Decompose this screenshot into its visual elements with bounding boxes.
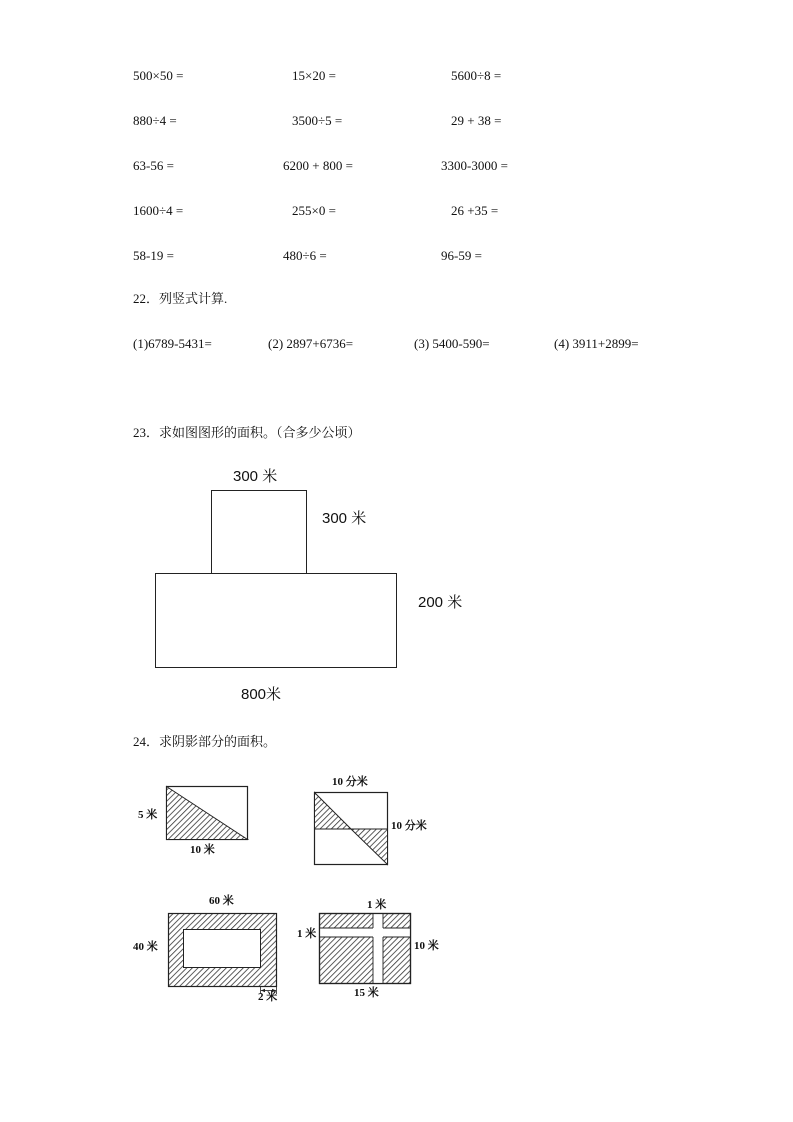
fig3-height-label: 40 米 [133,941,158,953]
problem: 880÷4 = [133,113,177,128]
problem: 29 + 38 = [451,113,502,128]
shaded-triangle-left [315,793,352,830]
fig2-width-label: 10 分米 [332,776,368,788]
inner-rectangle [184,930,261,968]
bottom-rectangle [156,574,397,668]
shaded-triangle [167,787,248,840]
fig4-width-label: 15 米 [354,987,379,999]
fig2-height-label: 10 分米 [391,820,427,832]
problem: 6200 + 800 = [283,158,353,173]
question-24-title: 24．求阴影部分的面积。 [133,734,277,749]
top-width-label: 300 米 [233,468,278,485]
fig4-height-label: 10 米 [414,940,439,952]
fig3-width-label: 60 米 [209,895,234,907]
fig4-road-top-label: 1 米 [367,899,387,911]
problem: 255×0 = [292,203,336,218]
problem: 1600÷4 = [133,203,184,218]
vertical-calc-item: (1)6789-5431= [133,336,212,351]
bottom-width-label: 800米 [241,686,282,703]
shaded-triangle-right [351,829,388,865]
fig1-width-label: 10 米 [190,844,215,856]
problem: 15×20 = [292,68,336,83]
problem: 500×50 = [133,68,184,83]
shaded-triangle-figure [167,787,248,840]
problem: 58-19 = [133,248,174,263]
top-height-label: 300 米 [322,510,367,527]
problem: 5600÷8 = [451,68,502,83]
vertical-calc-item: (3) 5400-590= [414,336,490,351]
fig1-height-label: 5 米 [138,809,158,821]
question-23-title: 23．求如图图形的面积。（合多少公顷） [133,425,361,440]
problem: 26 +35 = [451,203,499,218]
problem: 96-59 = [441,248,482,263]
top-square [212,491,307,574]
horizontal-road [320,928,411,937]
problem: 3500÷5 = [292,113,343,128]
problem: 63-56 = [133,158,174,173]
bottom-height-label: 200 米 [418,594,463,611]
question-22-title: 22．列竖式计算. [133,291,228,306]
shaded-border-figure [169,914,277,995]
problem: 480÷6 = [283,248,327,263]
vertical-calc-item: (4) 3911+2899= [554,336,639,351]
vertical-calc-item: (2) 2897+6736= [268,336,354,351]
vertical-road [373,914,383,984]
fig3-border-label: 2 米 [258,991,278,1003]
problem: 3300-3000 = [441,158,508,173]
fig4-road-left-label: 1 米 [297,928,317,940]
shaded-square-figure [315,793,388,865]
shaded-cross-roads-figure [320,914,411,984]
